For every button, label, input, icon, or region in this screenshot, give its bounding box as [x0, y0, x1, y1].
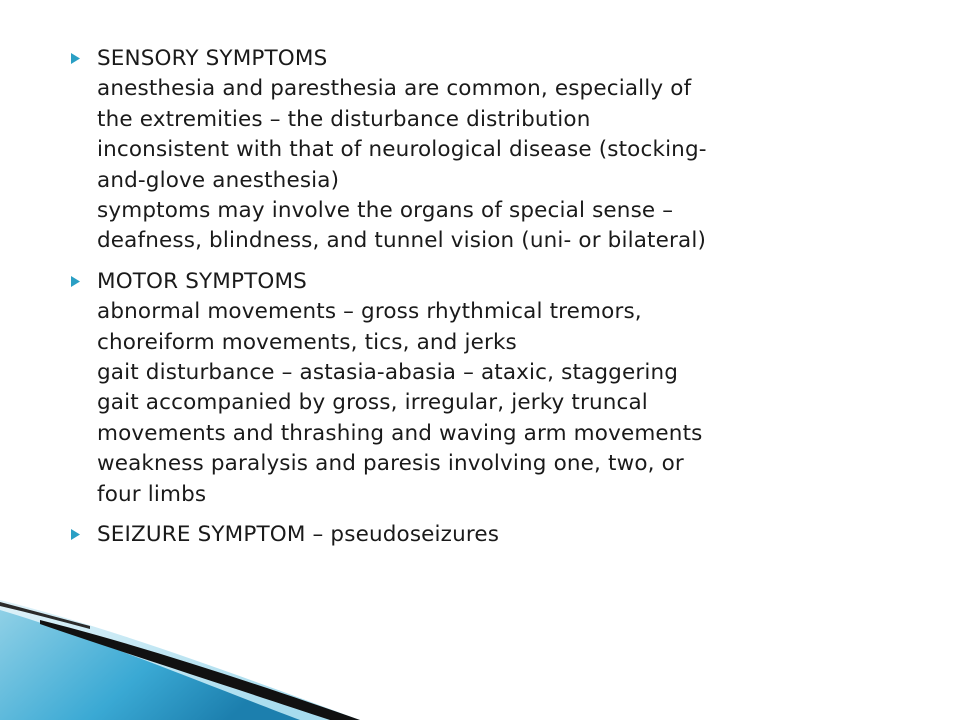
bullet-line: choreiform movements, tics, and jerks [97, 329, 517, 355]
bullet-text [97, 520, 499, 550]
triangle-right-icon [70, 44, 97, 65]
bullet-line: four limbs [97, 481, 207, 507]
bullet-line: anesthesia and paresthesia are common, especially of [97, 76, 692, 102]
bullet-list [70, 44, 930, 561]
triangle-right-icon [70, 267, 97, 288]
bullet-heading: MOTOR SYMPTOMS [97, 268, 307, 294]
bullet-text [97, 44, 707, 257]
bullet-item-sensory [70, 44, 930, 257]
triangle-right-icon [70, 520, 97, 541]
bullet-line: and-glove anesthesia) [97, 167, 340, 193]
ribbon-blue-band [0, 610, 300, 720]
bullet-text [97, 267, 703, 510]
bullet-line: gait accompanied by gross, irregular, jerky truncal [97, 390, 648, 416]
bullet-line: symptoms may involve the organs of special sense – [97, 198, 674, 224]
bullet-item-motor [70, 267, 930, 510]
bullet-line: movements and thrashing and waving arm movements [97, 420, 703, 446]
bullet-line: deafness, blindness, and tunnel vision (uni- or bilateral) [97, 228, 706, 254]
bullet-line: inconsistent with that of neurological disease (stocking- [97, 137, 707, 163]
bullet-line: abnormal movements – gross rhythmical tremors, [97, 299, 642, 325]
bullet-line: gait disturbance – astasia-abasia – ataxic, staggering [97, 360, 679, 386]
bullet-heading: SENSORY SYMPTOMS [97, 46, 328, 71]
bullet-item-seizure [70, 520, 930, 550]
bullet-heading: SEIZURE SYMPTOM – pseudoseizures [97, 522, 500, 548]
bullet-line: weakness paralysis and paresis involving one, two, or [97, 451, 684, 477]
bullet-line: the extremities – the disturbance distribution [97, 106, 591, 132]
